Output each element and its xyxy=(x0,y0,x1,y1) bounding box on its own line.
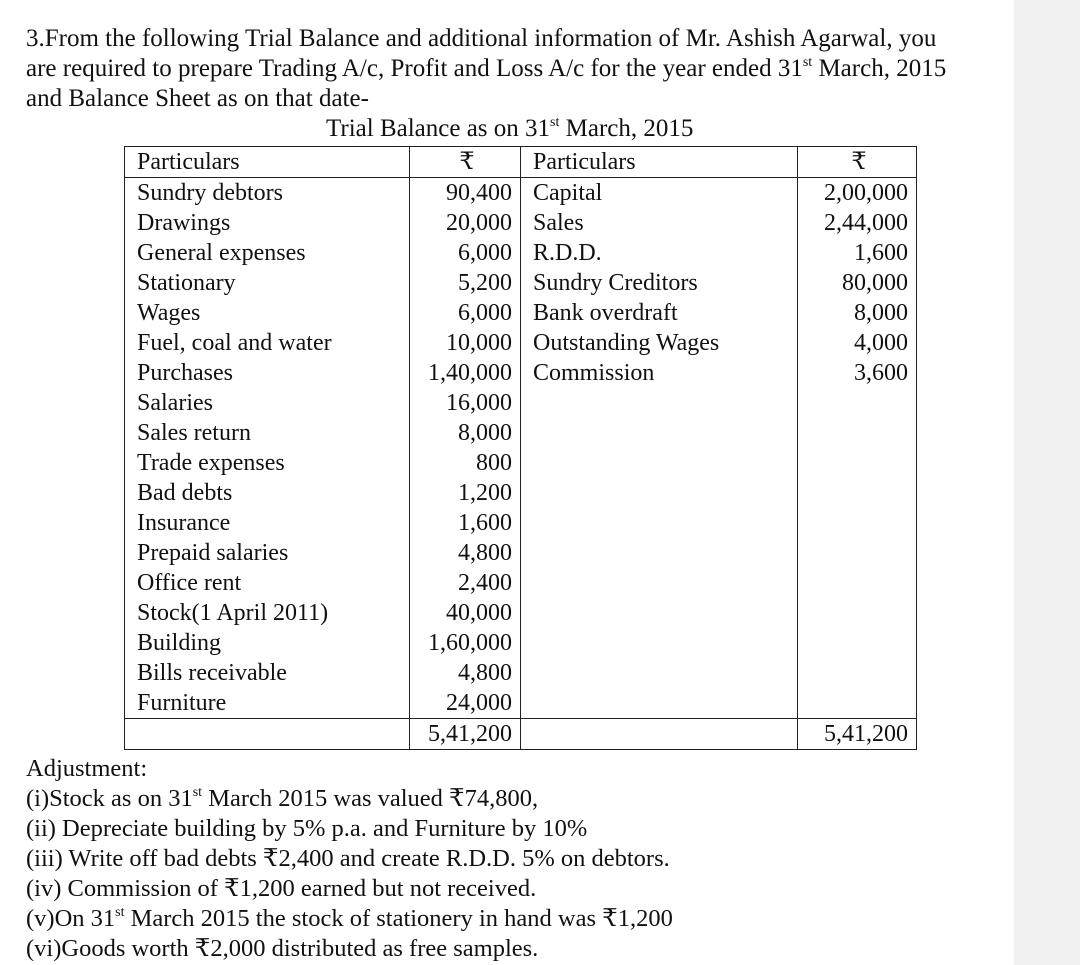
header-left-particulars: Particulars xyxy=(125,147,410,178)
question-text-1: 3.From the following Trial Balance and additional information of Mr. Ashish Agarwal, you xyxy=(26,25,937,52)
table-row xyxy=(125,328,917,358)
table-row xyxy=(125,478,917,508)
credit-amount xyxy=(798,478,917,508)
adjustments-section xyxy=(26,754,673,964)
table-row xyxy=(125,178,917,209)
credit-amount: 8,000 xyxy=(798,298,917,328)
document-page xyxy=(26,24,1011,962)
adjustment-5-text-b: March 2015 the stock of stationery in hand was ₹1,200 xyxy=(124,905,673,932)
credit-amount xyxy=(798,598,917,628)
credit-item xyxy=(521,478,798,508)
credit-amount xyxy=(798,388,917,418)
question-line-2 xyxy=(26,54,1011,84)
credit-amount xyxy=(798,538,917,568)
debit-amount: 5,200 xyxy=(410,268,521,298)
table-row xyxy=(125,208,917,238)
credit-item xyxy=(521,448,798,478)
debit-amount: 2,400 xyxy=(410,568,521,598)
table-row xyxy=(125,568,917,598)
credit-amount xyxy=(798,568,917,598)
table-row xyxy=(125,418,917,448)
debit-amount: 24,000 xyxy=(410,688,521,719)
debit-item: Office rent xyxy=(125,568,410,598)
debit-amount: 20,000 xyxy=(410,208,521,238)
credit-item xyxy=(521,418,798,448)
table-row xyxy=(125,448,917,478)
credit-item xyxy=(521,508,798,538)
credit-item: Outstanding Wages xyxy=(521,328,798,358)
credit-item: Sales xyxy=(521,208,798,238)
debit-item: Stationary xyxy=(125,268,410,298)
table-header-row xyxy=(125,147,917,178)
adjustment-item-3: (iii) Write off bad debts ₹2,400 and create R.D.D. 5% on debtors. xyxy=(26,845,670,872)
table-row xyxy=(125,508,917,538)
trial-balance-table xyxy=(124,146,917,750)
adjustment-item-2: (ii) Depreciate building by 5% p.a. and Furniture by 10% xyxy=(26,815,588,842)
debit-item: Sundry debtors xyxy=(125,178,410,209)
credit-item xyxy=(521,688,798,719)
debit-item: Fuel, coal and water xyxy=(125,328,410,358)
credit-item: Sundry Creditors xyxy=(521,268,798,298)
credit-amount xyxy=(798,688,917,719)
table-row xyxy=(125,658,917,688)
credit-amount: 2,44,000 xyxy=(798,208,917,238)
total-debit: 5,41,200 xyxy=(410,719,521,750)
adjustment-1-superscript: st xyxy=(192,785,203,800)
debit-amount: 1,200 xyxy=(410,478,521,508)
adjustments-heading: Adjustment: xyxy=(26,755,148,782)
credit-amount: 3,600 xyxy=(798,358,917,388)
table-row xyxy=(125,358,917,388)
debit-amount: 8,000 xyxy=(410,418,521,448)
credit-item xyxy=(521,388,798,418)
question-text-2b: March, 2015 xyxy=(812,55,947,82)
debit-item: Stock(1 April 2011) xyxy=(125,598,410,628)
debit-item: Bills receivable xyxy=(125,658,410,688)
header-right-rupee: ₹ xyxy=(798,147,917,178)
credit-amount xyxy=(798,508,917,538)
credit-amount: 80,000 xyxy=(798,268,917,298)
tb-title-superscript: st xyxy=(550,115,560,130)
credit-amount xyxy=(798,628,917,658)
adjustment-item-5 xyxy=(26,904,673,934)
table-total-row xyxy=(125,719,917,750)
question-superscript: st xyxy=(802,55,813,70)
adjustment-5-text-a: (v)On 31 xyxy=(26,905,116,932)
table-row xyxy=(125,628,917,658)
adjustment-1-text-a: (i)Stock as on 31 xyxy=(26,785,193,812)
adjustment-item-4: (iv) Commission of ₹1,200 earned but not received. xyxy=(26,875,537,902)
debit-item: Drawings xyxy=(125,208,410,238)
adjustment-1-text-b: March 2015 was valued ₹74,800, xyxy=(202,785,539,812)
table-row xyxy=(125,688,917,719)
credit-item: R.D.D. xyxy=(521,238,798,268)
question-text-2a: are required to prepare Trading A/c, Profit and Loss A/c for the year ended 31 xyxy=(26,55,803,82)
tb-title-text-a: Trial Balance as on 31 xyxy=(326,115,551,142)
total-credit: 5,41,200 xyxy=(798,719,917,750)
question-text-3: and Balance Sheet as on that date- xyxy=(26,85,369,112)
debit-item: Salaries xyxy=(125,388,410,418)
header-left-rupee: ₹ xyxy=(410,147,521,178)
credit-item: Commission xyxy=(521,358,798,388)
adjustment-item-1 xyxy=(26,784,673,814)
total-credit-label-cell xyxy=(521,719,798,750)
debit-amount: 1,600 xyxy=(410,508,521,538)
debit-amount: 1,60,000 xyxy=(410,628,521,658)
tb-title-text-b: March, 2015 xyxy=(559,115,694,142)
credit-item xyxy=(521,628,798,658)
credit-item xyxy=(521,658,798,688)
debit-amount: 16,000 xyxy=(410,388,521,418)
header-right-particulars: Particulars xyxy=(521,147,798,178)
debit-item: General expenses xyxy=(125,238,410,268)
debit-amount: 90,400 xyxy=(410,178,521,209)
right-margin-strip xyxy=(1014,0,1080,965)
debit-amount: 4,800 xyxy=(410,658,521,688)
adjustment-5-superscript: st xyxy=(115,905,125,920)
credit-amount xyxy=(798,448,917,478)
debit-amount: 800 xyxy=(410,448,521,478)
debit-item: Sales return xyxy=(125,418,410,448)
table-row xyxy=(125,268,917,298)
debit-amount: 6,000 xyxy=(410,238,521,268)
table-row xyxy=(125,238,917,268)
debit-item: Insurance xyxy=(125,508,410,538)
credit-item: Bank overdraft xyxy=(521,298,798,328)
debit-amount: 10,000 xyxy=(410,328,521,358)
credit-item xyxy=(521,538,798,568)
debit-item: Prepaid salaries xyxy=(125,538,410,568)
debit-item: Bad debts xyxy=(125,478,410,508)
debit-amount: 1,40,000 xyxy=(410,358,521,388)
table-row xyxy=(125,598,917,628)
table-row xyxy=(125,298,917,328)
debit-item: Building xyxy=(125,628,410,658)
question-line-1 xyxy=(26,24,1011,54)
debit-amount: 4,800 xyxy=(410,538,521,568)
credit-amount: 1,600 xyxy=(798,238,917,268)
adjustment-item-6: (vi)Goods worth ₹2,000 distributed as free samples. xyxy=(26,935,539,962)
credit-item: Capital xyxy=(521,178,798,209)
debit-item: Trade expenses xyxy=(125,448,410,478)
debit-item: Purchases xyxy=(125,358,410,388)
table-row xyxy=(125,388,917,418)
credit-amount: 4,000 xyxy=(798,328,917,358)
credit-amount xyxy=(798,418,917,448)
credit-amount xyxy=(798,658,917,688)
credit-item xyxy=(521,568,798,598)
debit-item: Wages xyxy=(125,298,410,328)
debit-item: Furniture xyxy=(125,688,410,719)
table-row xyxy=(125,538,917,568)
debit-amount: 40,000 xyxy=(410,598,521,628)
credit-item xyxy=(521,598,798,628)
total-label-cell xyxy=(125,719,410,750)
debit-amount: 6,000 xyxy=(410,298,521,328)
trial-balance-title xyxy=(326,114,693,144)
question-line-3 xyxy=(26,84,1011,114)
credit-amount: 2,00,000 xyxy=(798,178,917,209)
